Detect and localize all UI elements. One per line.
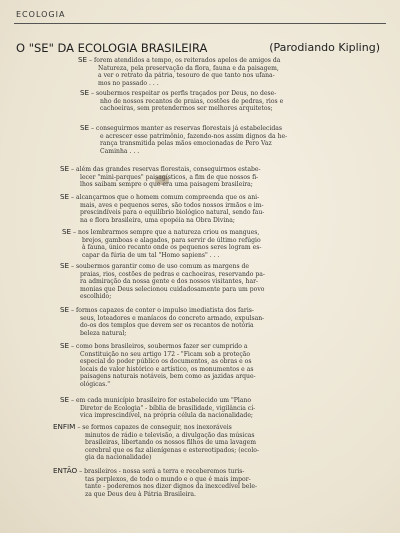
stanza <box>80 88 382 113</box>
stanza-keyword: SE <box>78 55 88 64</box>
stanza-line: à fauna, único recanto onde os pequenos seres logram es- <box>82 244 262 251</box>
stanza-line: brejos, gamboas e alagados, para servir de último refúgio <box>82 236 261 244</box>
stanza-line: mais, aves e pequenos seres, são todos nossos irmãos e im- <box>80 201 264 209</box>
stanza-line: gia da nacionalidade) <box>85 454 152 461</box>
stanza-line: – alcançarmos que o homem comum compreenda que os ani- <box>71 194 260 201</box>
stanza-line: paisagens naturais notáveis, bem como as jazidas arque- <box>80 373 256 380</box>
stanza-line: cachoeiras, sem pretendermos ser melhores arquitetos; <box>100 105 273 112</box>
stanza-line: – em cada município brasileiro for estabelecido um "Plano <box>71 397 252 404</box>
stanza-line: Diretor de Ecologia" - bíblia de brasilidade, vigilância cí- <box>80 404 256 412</box>
stanza-line: – conseguirmos manter as reservas florestais já estabelecidas <box>91 125 283 132</box>
stanza-line: praias, rios, costões de pedras e cachoeiras, reservando pa- <box>80 270 265 278</box>
stanza-keyword: SE <box>80 123 90 132</box>
stanza <box>60 192 382 224</box>
stanza-line: brasileiras, libertando os nossos filhos de uma lavagem <box>85 439 257 446</box>
stanza <box>62 227 382 259</box>
stanza-line: – brasileiros - nossa será a terra e receberemos turis- <box>79 468 245 475</box>
stanza-keyword: ENFIM <box>53 422 76 431</box>
header-rule <box>14 23 386 24</box>
stanza-line: za que Deus deu à Pátria Brasileira. <box>85 490 196 498</box>
stanza-line: – se formos capazes de conseguir, nos inexoráveis <box>77 424 232 431</box>
stanza-line: locais de valor histórico e artístico, os monumentos e as <box>80 365 254 373</box>
stanza-line: a ver o retrato da pátria, tesouro de que tanto nos ufana- <box>98 72 275 79</box>
stanza-line: lecer "mini-parques" paisagísticos, a fim de que nossos fi- <box>80 173 259 181</box>
stanza <box>80 123 382 155</box>
stanza <box>60 395 382 420</box>
stanza-keyword: SE <box>60 305 70 314</box>
stanza-line: – formos capazes de conter o impulso imediatista dos faris- <box>71 307 254 314</box>
stanza-line: – soubermos garantir como de uso comum as margens de <box>71 263 250 270</box>
stanza-line: – como bons brasileiros, soubermos fazer ser cumprido a <box>71 343 248 350</box>
stanza-line: – além das grandes reservas florestais, conseguirmos estabe- <box>71 166 261 173</box>
stanza-line: escolhido; <box>80 293 112 300</box>
stanza-line: – soubermos respeitar os perfis traçados por Deus, no dese- <box>91 90 277 97</box>
article-subtitle: (Parodiando Kipling) <box>269 41 380 54</box>
stanza-line: e acrescer esse patrimônio, fazendo-nos assim dignos da he- <box>100 132 288 140</box>
stanza-keyword: ENTÃO <box>53 466 78 475</box>
stanza-line: Natureza, pela preservação da flora, fauna e da paisagem, <box>98 64 279 72</box>
stanza <box>60 261 382 301</box>
stanza-line: rança transmitida pelas mãos emocionadas de Pero Vaz <box>100 140 272 147</box>
stanza-line: vica imprescindível, na própria célula da nacionalidade; <box>80 412 253 419</box>
stanza-line: capar da fúria de um tal "Homo sapiens" . . . <box>82 251 220 259</box>
stanza-line: especial do poder público os documentos, as obras e os <box>80 358 252 365</box>
stanza-keyword: SE <box>60 261 70 270</box>
stanza <box>78 55 382 87</box>
stanza-line: minutos de rádio e televisão, a divulgação das músicas <box>85 431 255 439</box>
stanza-keyword: SE <box>62 227 72 236</box>
article-title: O "SE" DA ECOLOGIA BRASILEIRA <box>16 41 208 55</box>
running-head: ECOLOGIA <box>16 10 66 19</box>
stanza-line: beleza natural; <box>80 329 127 337</box>
stanza-line: na e flora brasileira, uma epopéia na Obra Divina; <box>80 216 235 224</box>
stanza-line: monias que Deus selecionou cuidadosamente para um povo <box>80 285 265 293</box>
stanza <box>60 341 382 388</box>
stanza-line: mos no passado . . . <box>98 79 159 87</box>
stanza-keyword: SE <box>80 88 90 97</box>
stanza <box>53 466 382 498</box>
stanza-line: Constituição no seu artigo 172 - "Ficam sob a proteção <box>80 350 251 358</box>
stanza-line: prescindíveis para o equilíbrio biológico natural, sendo fau- <box>80 209 265 216</box>
stanza-line: seus, loteadores e maníacos do concreto armado, expulsan- <box>80 314 265 322</box>
stanza-line: ológicas." <box>80 380 111 388</box>
stanza-line: nho de nossos recantos de praias, costões de pedras, rios e <box>100 97 284 105</box>
stanza-keyword: SE <box>60 395 70 404</box>
stanza <box>53 422 382 462</box>
stanza-keyword: SE <box>60 192 70 201</box>
stanza-line: ra admiração da nossa gente e dos nossos visitantes, har- <box>80 278 259 285</box>
stanza-line: tante - poderemos nos dizer dignos da inexcedível bele- <box>85 483 257 490</box>
stanza-line: do-os dos templos que devem ser os recantos de notória <box>80 322 254 329</box>
stanza-line: – nos lembrarmos sempre que a natureza criou os mangues, <box>73 229 260 236</box>
stanza-line: cerebral que os faz alienígenas e estereotipados; (ecolo- <box>85 446 260 454</box>
stanza <box>60 164 382 189</box>
stanza-line: tas perplexos, de todo o mundo e o que é mais impor- <box>85 475 251 483</box>
stanza-line: lhos saibam sempre o que era uma paisagem brasileira; <box>80 181 253 188</box>
stanza-keyword: SE <box>60 164 70 173</box>
stanza <box>60 305 382 337</box>
stanza-keyword: SE <box>60 341 70 350</box>
stanza-line: Caminha . . . <box>100 147 140 155</box>
stanza-line: – forem atendidos a tempo, os reiterados apelos de amigos da <box>89 57 281 64</box>
